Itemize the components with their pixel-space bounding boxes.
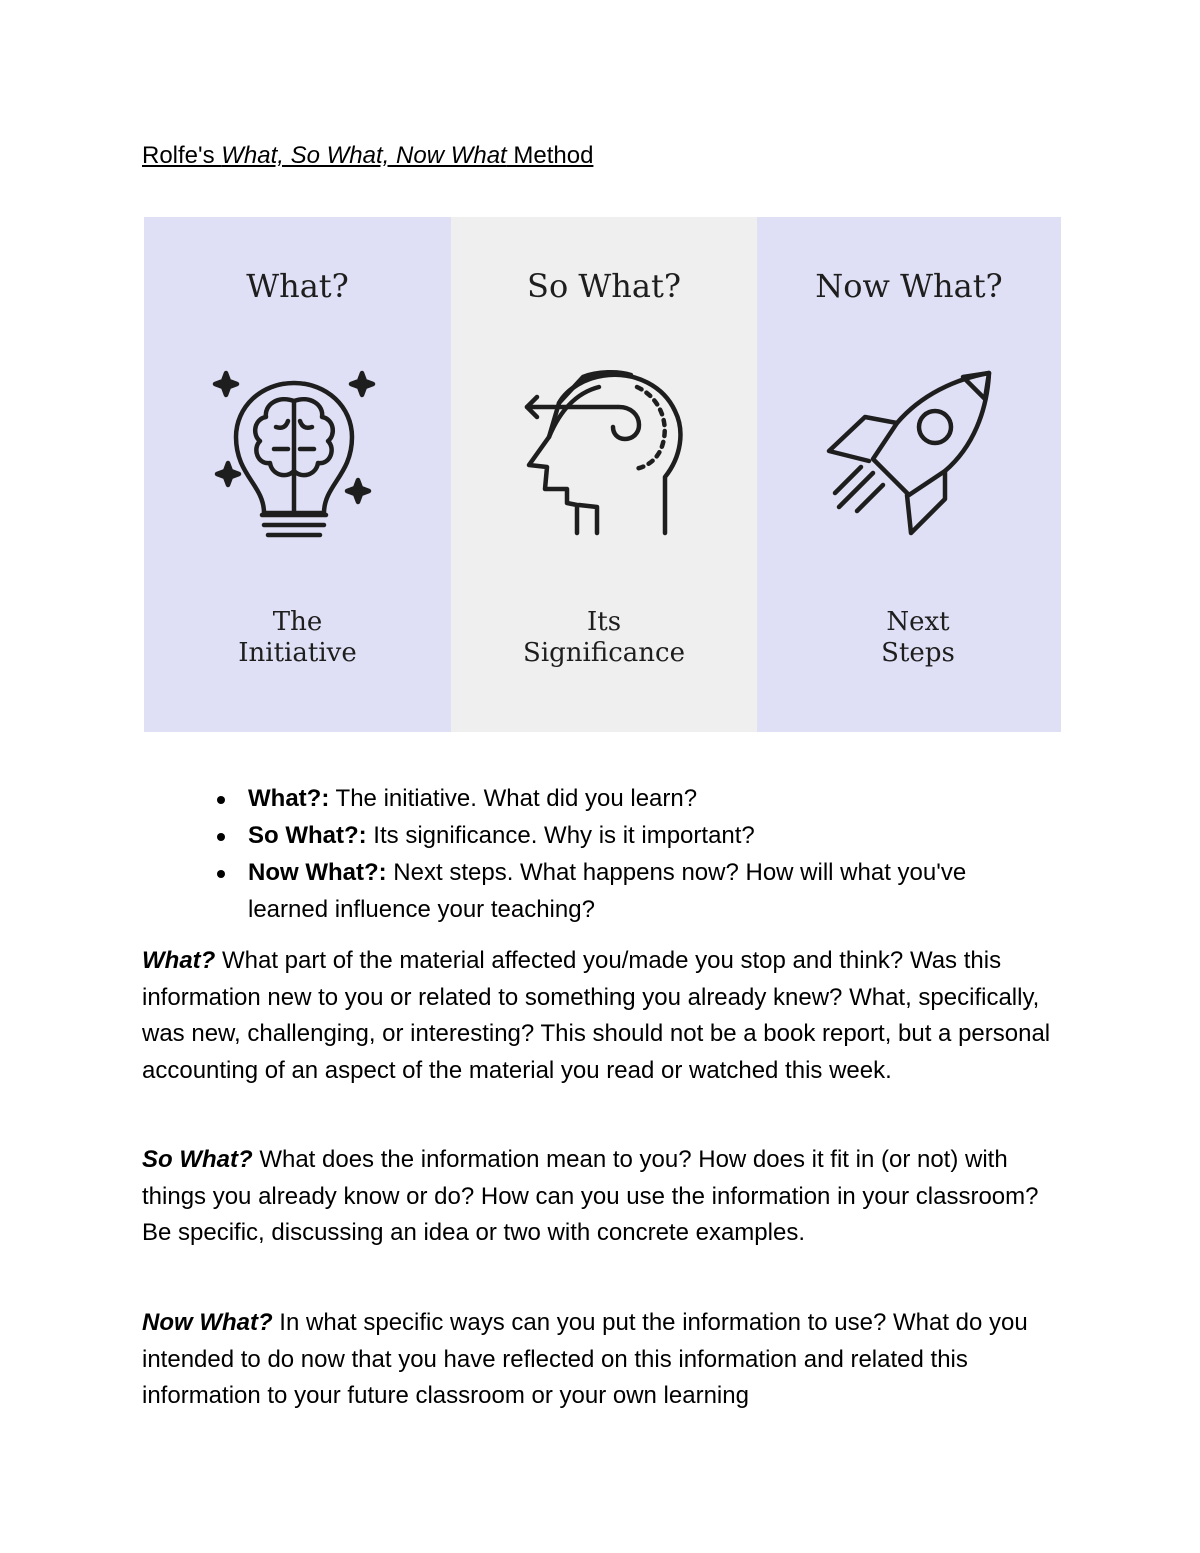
paragraph-what: What? What part of the material affected you/made you stop and think? Was this information new to you or related to something you already knew? What, specifically, was new, challenging, or interesting? This should not be a book report, but a personal accounting of an aspect of the material you read or watched this week. — [142, 947, 1051, 1084]
summary-list — [248, 780, 1028, 928]
method-graphic — [144, 217, 1061, 732]
list-item: Now What?: Next steps. What happens now? How will what you've learned influence your teaching? — [248, 854, 1028, 928]
panel-heading: Now What? — [815, 267, 1003, 305]
panel-heading: What? — [246, 267, 349, 305]
document-title: Rolfe's What, So What, Now What Method — [142, 142, 594, 169]
panel-heading: So What? — [527, 267, 681, 305]
panel-so-what — [451, 217, 757, 732]
panel-footer: Next Steps — [881, 607, 955, 668]
list-item: So What?: Its significance. Why is it important? — [248, 817, 1028, 854]
panel-now-what — [757, 217, 1061, 732]
panel-what — [144, 217, 451, 732]
list-item: What?: The initiative. What did you learn? — [248, 780, 1028, 817]
bullet-icon — [217, 833, 225, 841]
head-thinking-icon — [519, 367, 694, 537]
paragraph-now-what: Now What? In what specific ways can you put the information to use? What do you intended to do now that you have reflected on this information and related this information to your future classroom or your own learning — [142, 1309, 1028, 1409]
panel-footer: The Initiative — [238, 607, 357, 668]
panel-footer: Its Significance — [523, 607, 685, 668]
bullet-icon — [217, 870, 225, 878]
lightbulb-brain-icon — [206, 365, 376, 540]
bullet-icon — [217, 796, 225, 804]
paragraph-so-what: So What? What does the information mean to you? How does it fit in (or not) with things you already know or do? How can you use the information in your classroom? Be specific, discussing an idea or two with concrete examples. — [142, 1146, 1039, 1246]
rocket-icon — [825, 369, 995, 537]
